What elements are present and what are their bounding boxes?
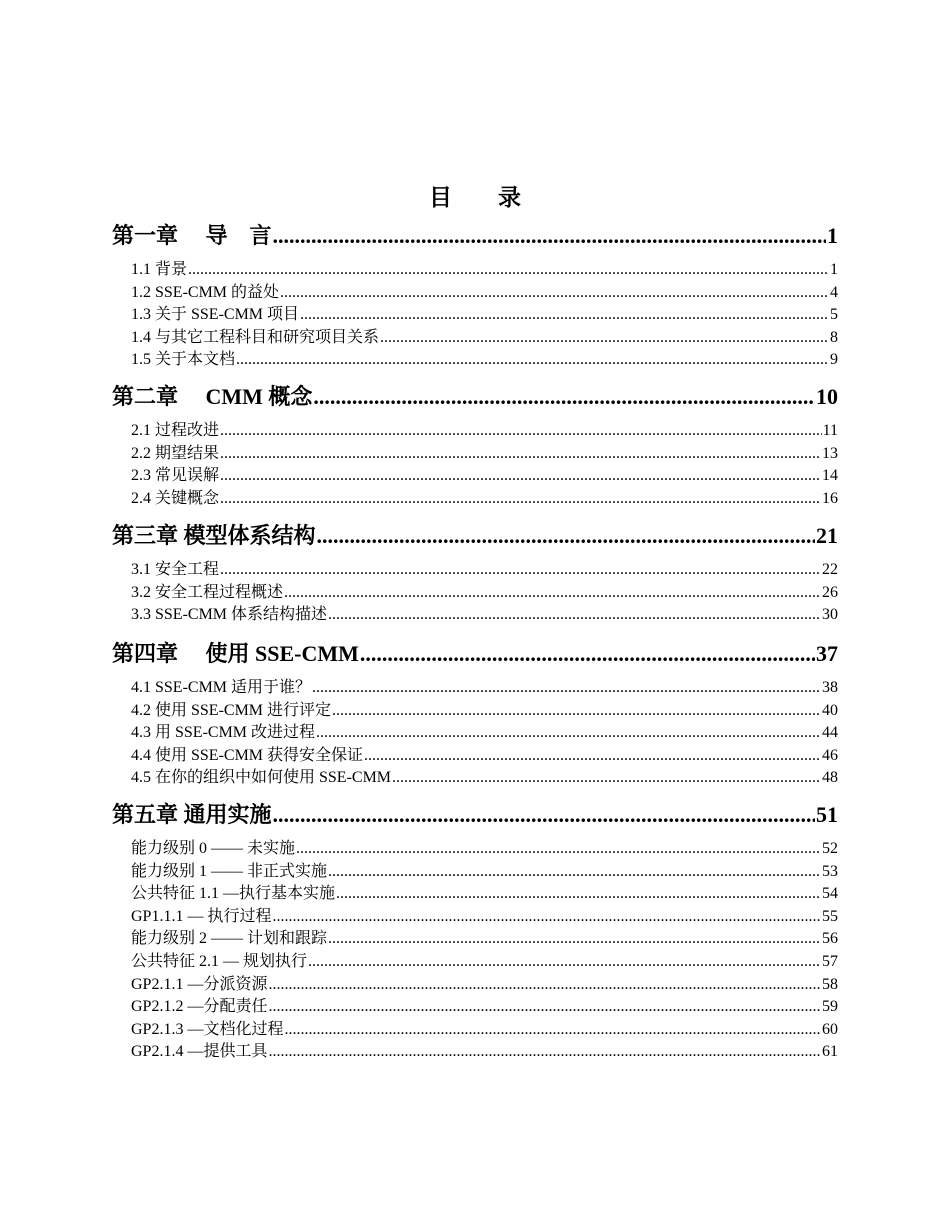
dot-leader [220, 422, 822, 440]
section-entry[interactable] [131, 417, 838, 440]
section-entry[interactable] [131, 764, 838, 787]
dot-leader [308, 953, 821, 971]
section-entry-label: 4.1 SSE-CMM 适用于谁？ [131, 679, 312, 696]
section-entry-label: 2.3 常见误解 [131, 467, 220, 485]
section-entry[interactable] [131, 601, 838, 624]
section-entry-page-number: 16 [822, 489, 838, 507]
section-entry-page-number: 1 [830, 261, 838, 278]
section-entry-page-number: 26 [822, 583, 838, 601]
section-entry-page-number: 22 [822, 561, 838, 578]
dot-leader [280, 284, 829, 302]
section-entry[interactable] [131, 858, 838, 881]
section-entry[interactable] [131, 440, 838, 463]
dot-leader [336, 885, 821, 903]
dot-leader [220, 445, 821, 463]
chapter-entry-page-number: 10 [816, 384, 838, 409]
section-entry-page-number: 60 [822, 1020, 838, 1038]
section-entry[interactable] [131, 1038, 838, 1061]
section-entry-label: 3.3 SSE-CMM 体系结构描述 [131, 606, 328, 624]
section-entry-label: 4.5 在你的组织中如何使用 SSE-CMM [131, 769, 392, 787]
section-entry-label: 1.4 与其它工程科目和研究项目关系 [131, 328, 380, 346]
section-entry-label: GP2.1.1 —分派资源 [131, 975, 268, 993]
section-entry-label: 4.2 使用 SSE-CMM 进行评定 [131, 701, 332, 719]
dot-leader [273, 223, 826, 249]
chapter-entry-page-number: 1 [827, 223, 838, 248]
section-entry-label: GP2.1.4 —提供工具 [131, 1043, 268, 1061]
dot-leader [360, 641, 815, 667]
dot-leader [236, 351, 829, 369]
dot-leader [273, 802, 815, 828]
section-entry-label: 2.1 过程改进 [131, 422, 220, 439]
chapter-entry-page-number: 21 [816, 523, 838, 548]
section-entry-page-number: 52 [822, 840, 838, 857]
section-entry-label: 1.3 关于 SSE-CMM 项目 [131, 306, 300, 324]
section-entry-label: 4.3 用 SSE-CMM 改进过程 [131, 724, 316, 742]
section-entry[interactable] [131, 1016, 838, 1039]
section-entry-page-number: 58 [822, 975, 838, 993]
dot-leader [268, 998, 821, 1016]
section-entry[interactable] [131, 925, 838, 948]
chapter-entry-label: 第二章 CMM 概念 [112, 384, 313, 409]
dot-leader [220, 561, 821, 579]
section-entry[interactable] [131, 835, 838, 858]
section-entry-page-number: 38 [822, 679, 838, 696]
dot-leader [328, 863, 821, 881]
toc-title: 目 录 [429, 185, 521, 210]
section-entry-label: 能力级别 1 —— 非正式实施 [131, 862, 328, 880]
section-entry-page-number: 48 [822, 769, 838, 787]
section-entry-label: GP2.1.3 —文档化过程 [131, 1020, 284, 1038]
section-entry-page-number: 5 [830, 306, 838, 324]
dot-leader [328, 930, 821, 948]
dot-leader [312, 679, 821, 697]
section-entry[interactable] [131, 948, 838, 971]
section-entry-page-number: 30 [822, 606, 838, 624]
section-entry-page-number: 55 [822, 907, 838, 925]
chapter-entry-label: 第五章 通用实施 [112, 802, 272, 827]
section-entry-page-number: 46 [822, 746, 838, 764]
section-entry[interactable] [131, 719, 838, 742]
section-entry-label: 公共特征 2.1 — 规划执行 [131, 953, 308, 970]
section-entry-label: 公共特征 1.1 —执行基本实施 [131, 885, 336, 903]
section-entry-page-number: 54 [822, 885, 838, 903]
section-entry-label: 3.2 安全工程过程概述 [131, 583, 284, 601]
section-entry[interactable] [131, 674, 838, 697]
dot-leader [268, 976, 821, 994]
section-entry[interactable] [131, 256, 838, 279]
chapter-entry-label: 第四章 使用 SSE-CMM [112, 641, 359, 666]
section-entry[interactable] [131, 324, 838, 347]
section-entry-page-number: 11 [822, 422, 838, 439]
dot-leader [317, 523, 815, 549]
dot-leader [332, 702, 821, 720]
dot-leader [272, 908, 821, 926]
section-entry-page-number: 44 [822, 724, 838, 742]
section-entry-label: 2.2 期望结果 [131, 444, 220, 462]
dot-leader [284, 584, 821, 602]
section-entry-page-number: 61 [822, 1043, 838, 1061]
section-entry-label: 能力级别 2 —— 计划和跟踪 [131, 930, 328, 948]
dot-leader [220, 490, 821, 508]
section-entry-label: GP2.1.2 —分配责任 [131, 998, 268, 1016]
section-entry-page-number: 56 [822, 930, 838, 948]
dot-leader [296, 840, 821, 858]
section-entry[interactable] [131, 485, 838, 508]
section-entry-label: 1.5 关于本文档 [131, 351, 236, 369]
dot-leader [188, 261, 829, 279]
section-entry-label: 3.1 安全工程 [131, 561, 220, 578]
section-entry-label: 1.1 背景 [131, 261, 188, 278]
section-entry-label: 能力级别 0 —— 未实施 [131, 840, 296, 857]
section-entry[interactable] [131, 301, 838, 324]
dot-leader [268, 1043, 821, 1061]
dot-leader [364, 747, 821, 765]
section-entry-page-number: 9 [830, 351, 838, 369]
section-entry-page-number: 40 [822, 701, 838, 719]
chapter-entry[interactable] [112, 637, 838, 668]
chapter-entry[interactable] [112, 219, 838, 250]
dot-leader [328, 606, 821, 624]
chapter-entry-page-number: 51 [816, 802, 838, 827]
section-entry[interactable] [131, 462, 838, 485]
dot-leader [316, 724, 821, 742]
chapter-entry[interactable] [112, 519, 838, 550]
section-entry[interactable] [131, 971, 838, 994]
dot-leader [220, 467, 821, 485]
section-entry-page-number: 14 [822, 467, 838, 485]
section-entry[interactable] [131, 346, 838, 369]
section-entry-page-number: 53 [822, 862, 838, 880]
section-entry-page-number: 57 [822, 953, 838, 970]
dot-leader [284, 1021, 821, 1039]
chapter-entry-label: 第一章 导 言 [112, 223, 272, 248]
section-entry[interactable] [131, 880, 838, 903]
section-entry[interactable] [131, 993, 838, 1016]
section-entry[interactable] [131, 279, 838, 302]
section-entry-page-number: 8 [830, 328, 838, 346]
section-entry[interactable] [131, 697, 838, 720]
section-entry-page-number: 13 [822, 444, 838, 462]
chapter-entry-page-number: 37 [816, 641, 838, 666]
section-entry[interactable] [131, 579, 838, 602]
section-entry[interactable] [131, 742, 838, 765]
chapter-entry[interactable] [112, 798, 838, 829]
section-entry[interactable] [131, 903, 838, 926]
dot-leader [380, 329, 829, 347]
dot-leader [313, 384, 815, 410]
section-entry-label: 1.2 SSE-CMM 的益处 [131, 283, 280, 301]
dot-leader [300, 306, 829, 324]
section-entry-page-number: 4 [830, 283, 838, 301]
dot-leader [392, 769, 821, 787]
section-entry-label: 2.4 关键概念 [131, 489, 220, 507]
section-entry-page-number: 59 [822, 998, 838, 1016]
chapter-entry-label: 第三章 模型体系结构 [112, 523, 316, 548]
section-entry[interactable] [131, 556, 838, 579]
section-entry-label: GP1.1.1 — 执行过程 [131, 907, 272, 925]
chapter-entry[interactable] [112, 380, 838, 411]
section-entry-label: 4.4 使用 SSE-CMM 获得安全保证 [131, 746, 364, 764]
